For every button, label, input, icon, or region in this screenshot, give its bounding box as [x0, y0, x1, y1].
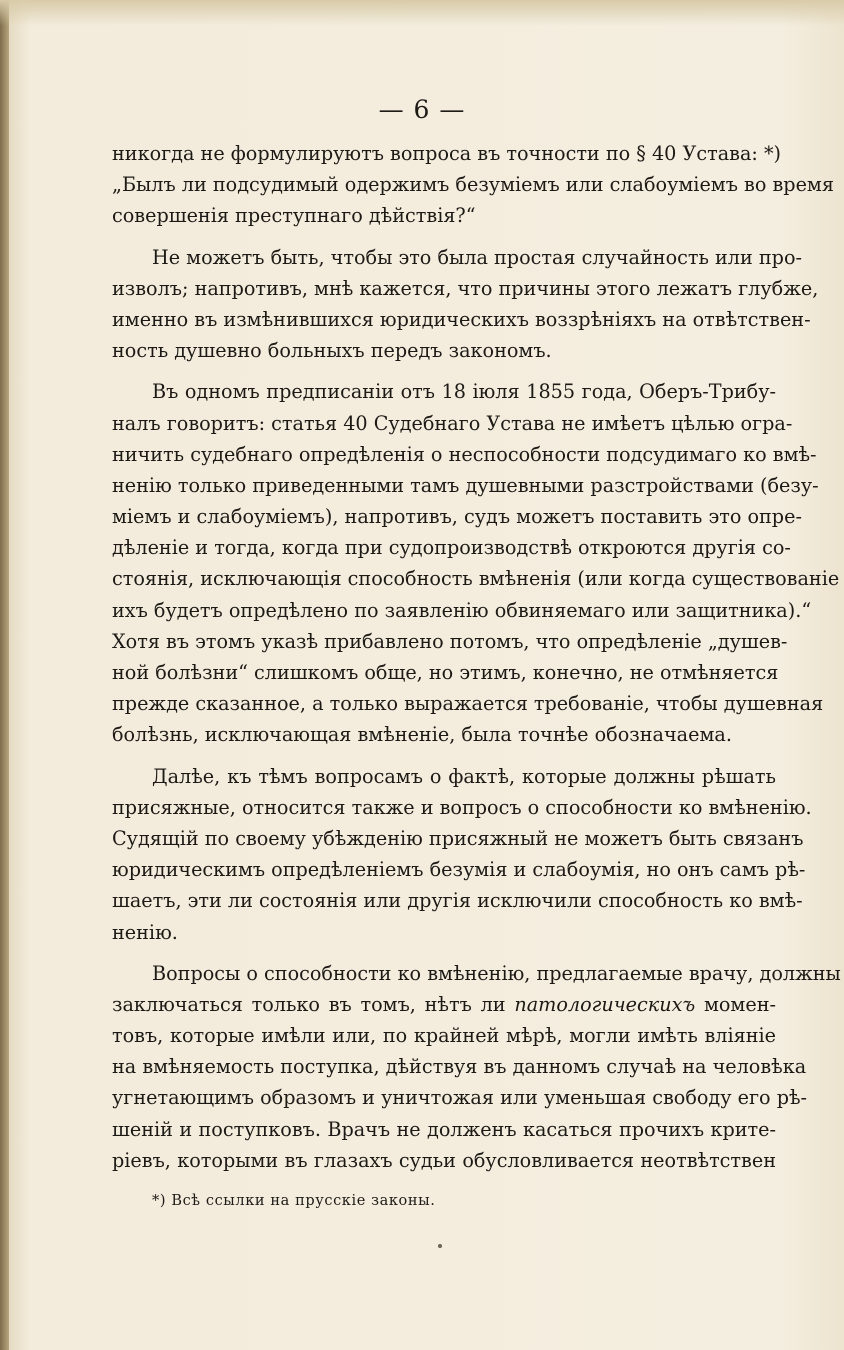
- text-line: болѣзнь, исключающая вмѣненіе, была точнѣе обозначаема.: [112, 723, 732, 747]
- text-line: „Былъ ли подсудимый одержимъ безуміемъ или слабоуміемъ во время: [112, 173, 834, 197]
- text-line: присяжные, относится также и вопросъ о способности ко вмѣненію.: [112, 795, 812, 819]
- body-text: [112, 138, 841, 1176]
- footnote: *) Всѣ ссылки на прусскіе законы.: [152, 1193, 436, 1209]
- text-fragment: заключаться только въ томъ, нѣтъ ли: [112, 992, 506, 1016]
- text-line: налъ говоритъ: статья 40 Судебнаго Устава не имѣетъ цѣлью огра-: [112, 411, 793, 435]
- text-line: Въ одномъ предписаніи отъ 18 іюля 1855 года, Оберъ-Трибу-: [152, 380, 776, 404]
- text-line: Вопросы о способности ко вмѣненію, предлагаемые врачу, должны: [152, 961, 841, 985]
- text-line: ность душевно больныхъ передъ закономъ.: [112, 339, 552, 363]
- text-line: угнетающимъ образомъ и уничтожая или уменьшая свободу его рѣ-: [112, 1086, 808, 1110]
- text-fragment: момен-: [703, 992, 776, 1016]
- text-line: товъ, которые имѣли или, по крайней мѣрѣ, могли имѣть вліяніе: [112, 1024, 776, 1048]
- text-line: ихъ будетъ опредѣлено по заявленію обвиняемаго или защитника).“: [112, 598, 812, 622]
- text-line-with-emphasis: [112, 989, 776, 1020]
- text-line: ной болѣзни“ слишкомъ обще, но этимъ, конечно, не отмѣняется: [112, 661, 779, 684]
- text-line: именно въ измѣнившихся юридическихъ воззрѣніяхъ на отвѣтствен-: [112, 307, 811, 331]
- text-line: ненію только приведенными тамъ душевными разстройствами (безу-: [112, 473, 819, 497]
- text-line: ненію.: [112, 920, 178, 944]
- page-top-shadow: [0, 0, 844, 26]
- emphasized-word: патологическихъ: [514, 992, 696, 1016]
- text-line: Судящій по своему убѣжденію присяжный не можетъ быть связанъ: [112, 826, 804, 850]
- text-line: шеній и поступковъ. Врачъ не долженъ касаться прочихъ крите-: [112, 1117, 776, 1141]
- page-binding-edge: [0, 0, 9, 1350]
- text-line: міемъ и слабоуміемъ), напротивъ, судъ можетъ поставить это опре-: [112, 505, 802, 529]
- text-line: никогда не формулируютъ вопроса въ точности по § 40 Устава: *): [112, 142, 782, 165]
- text-line: ничить судебнаго опредѣленія о неспособности подсудимаго ко вмѣ-: [112, 442, 817, 466]
- text-line: изволъ; напротивъ, мнѣ кажется, что причины этого лежатъ глубже,: [112, 276, 819, 300]
- text-line: Хотя въ этомъ указѣ прибавлено потомъ, что опредѣленіе „душев-: [112, 629, 788, 653]
- text-line: Далѣе, къ тѣмъ вопросамъ о фактѣ, которые должны рѣшать: [152, 764, 776, 788]
- text-line: шаетъ, эти ли состоянія или другія исключили способность ко вмѣ-: [112, 889, 803, 913]
- ink-speck: [438, 1244, 442, 1248]
- page-number: — 6 —: [378, 95, 466, 124]
- text-line: Не можетъ быть, чтобы это была простая случайность или про-: [152, 245, 802, 269]
- text-line: дѣленіе и тогда, когда при судопроизводствѣ откроются другія со-: [112, 536, 791, 560]
- text-line: ріевъ, которыми въ глазахъ судьи обусловливается неотвѣтствен: [112, 1148, 776, 1172]
- text-line: юридическимъ опредѣленіемъ безумія и слабоумія, но онъ самъ рѣ-: [112, 858, 806, 882]
- text-line: прежде сказанное, а только выражается требованіе, чтобы душевная: [112, 692, 824, 716]
- text-line: стоянія, исключающія способность вмѣненія (или когда существованіе: [112, 567, 840, 591]
- text-line: на вмѣняемость поступка, дѣйствуя въ данномъ случаѣ на человѣка: [112, 1055, 807, 1079]
- text-line: совершенія преступнаго дѣйствія?“: [112, 204, 476, 228]
